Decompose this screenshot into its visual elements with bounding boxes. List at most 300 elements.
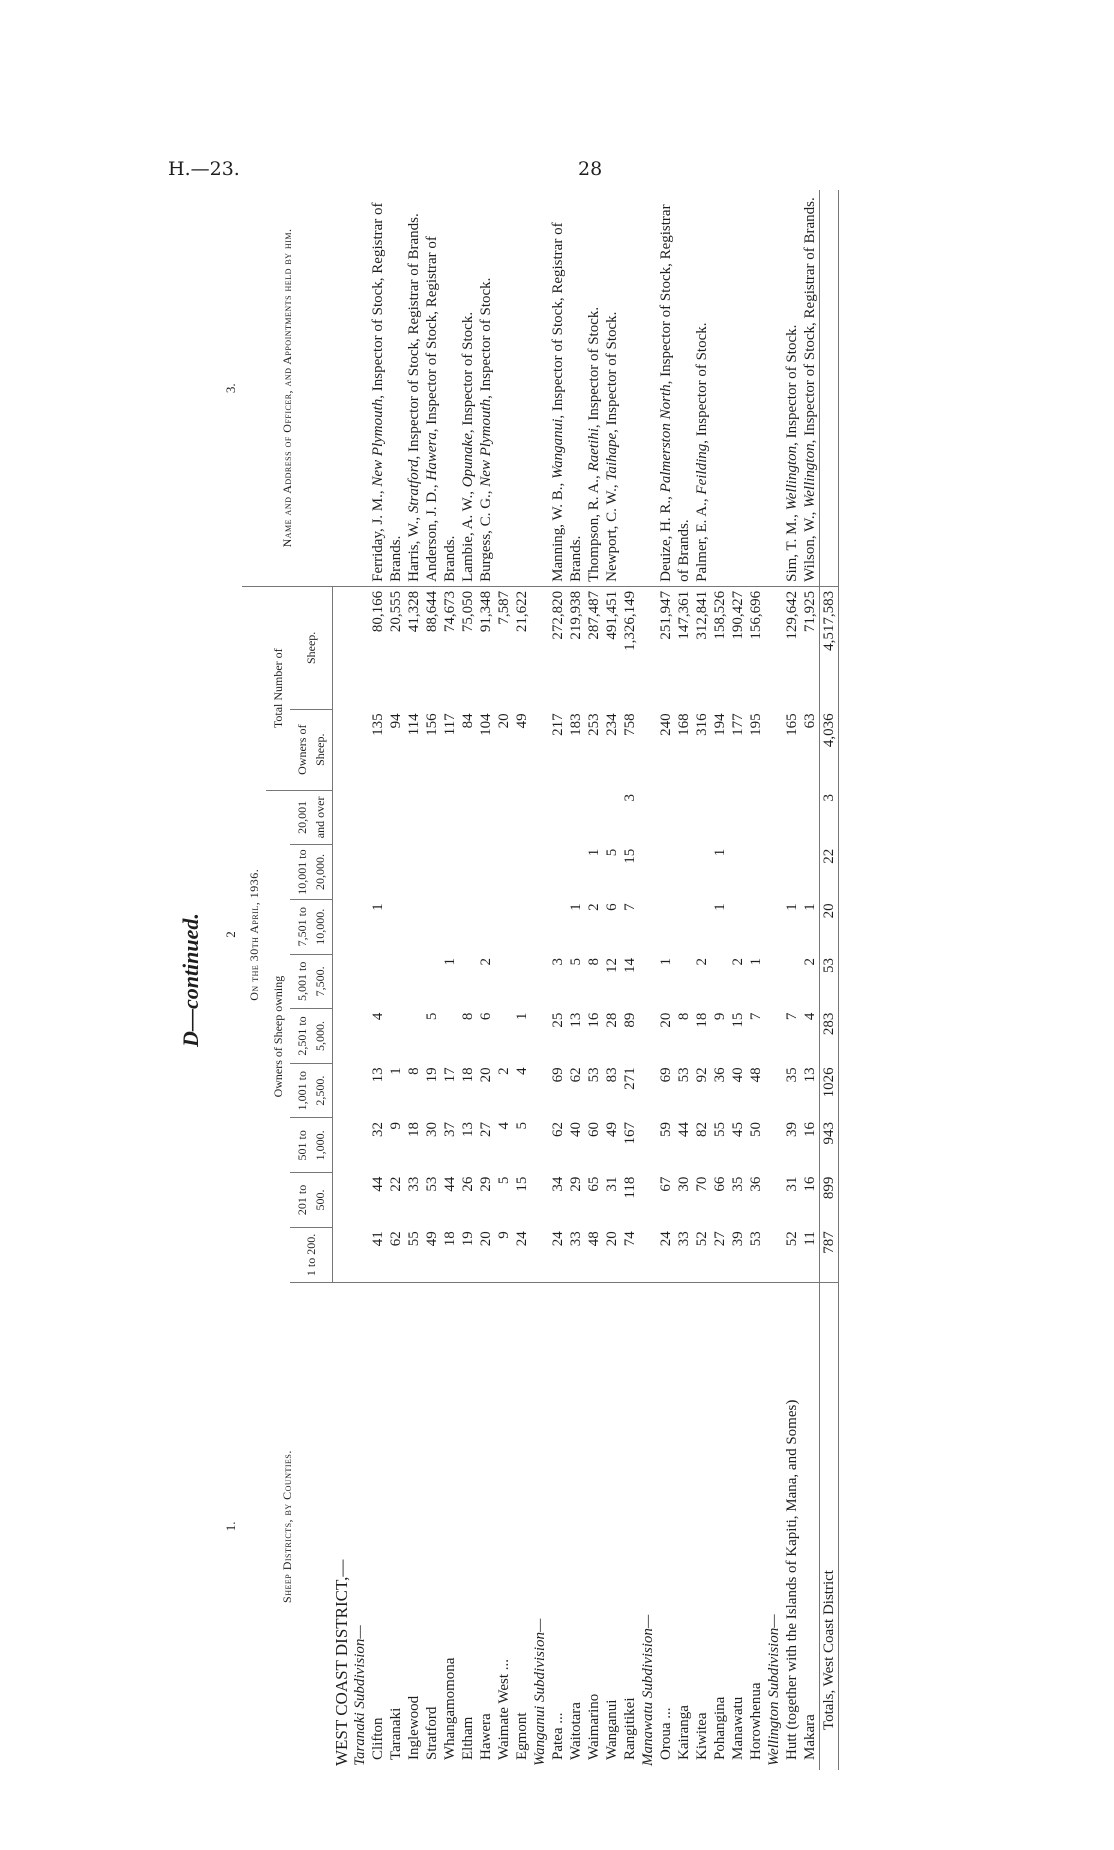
table-row xyxy=(657,190,675,1770)
owner-count-cell: 29 xyxy=(567,1176,584,1192)
owners-total-cell: 183 xyxy=(567,713,584,736)
officer-entry xyxy=(585,194,603,582)
owner-count-cell: 20 xyxy=(603,1231,620,1247)
sheep-total-cell: 287,487 xyxy=(585,586,603,709)
owner-count-cell: 36 xyxy=(747,1176,764,1192)
owner-count-cell: 55 xyxy=(405,1231,422,1247)
owners-total-cell: 20 xyxy=(495,713,512,729)
owners-total-cell: 135 xyxy=(369,713,386,736)
county-name: Hutt (together with the Islands of Kapiti, Mana, and Somes) xyxy=(783,1283,801,1770)
owner-count-cell xyxy=(747,790,765,845)
owner-count-cell: 44 xyxy=(441,1176,458,1192)
owner-count-cell: 6 xyxy=(477,1012,494,1021)
subdivision-name: Manawatu Subdivision— xyxy=(639,1283,657,1770)
county-name: Waimarino xyxy=(585,1283,603,1770)
officer-name: Anderson, J. D., xyxy=(423,480,440,582)
officer-cell xyxy=(783,190,820,586)
owner-count-cell: 3 xyxy=(549,958,566,966)
officer-name: Ferriday, J. M., xyxy=(369,486,386,582)
owner-count-cell xyxy=(693,899,711,954)
owner-count-cell: 1 xyxy=(801,903,818,911)
district-name: WEST COAST DISTRICT,— xyxy=(333,1283,351,1770)
county-name: Waimate West ... xyxy=(495,1283,513,1770)
rotated-table-page xyxy=(170,190,990,1770)
document-code: H.—23. xyxy=(168,158,240,180)
county-name: Whangamomona xyxy=(441,1283,459,1770)
table-row xyxy=(549,190,567,1770)
owner-count-cell: 30 xyxy=(675,1176,692,1192)
sheep-total-cell: 156,696 xyxy=(747,586,765,709)
owner-count-cell: 33 xyxy=(405,1176,422,1192)
range-header: 5,001 to 7,500. xyxy=(290,954,333,1009)
county-name: Horowhenua xyxy=(747,1283,765,1770)
owners-of-sheep-header: Owners of Sheep. xyxy=(290,709,333,790)
owners-total-cell: 117 xyxy=(441,713,458,736)
officer-name: Harris, W., xyxy=(405,513,422,582)
sheep-total-cell: 71,925 xyxy=(801,586,820,709)
owner-count-cell: 11 xyxy=(801,1231,818,1246)
owner-count-cell xyxy=(675,790,693,845)
owner-count-cell xyxy=(513,845,531,900)
owner-count-cell: 92 xyxy=(693,1067,710,1083)
officer-role: , Inspector of Stock. xyxy=(477,277,494,399)
county-name: Rangitikei xyxy=(621,1283,639,1770)
owner-count-cell xyxy=(495,790,513,845)
owner-count-cell: 2 xyxy=(693,958,710,966)
officer-place: Opunake xyxy=(459,433,476,488)
owner-count-cell: 27 xyxy=(477,1121,494,1137)
range-header: 1 to 200. xyxy=(290,1227,333,1282)
owner-count-cell: 27 xyxy=(711,1231,728,1247)
subdivision-name: Wellington Subdivision— xyxy=(765,1283,783,1770)
owner-count-cell: 55 xyxy=(711,1121,728,1137)
owner-count-cell xyxy=(657,899,675,954)
owner-count-cell xyxy=(783,790,801,845)
subdivision-row xyxy=(531,190,549,1770)
county-name: Hawera xyxy=(477,1283,495,1770)
officer-role: , Inspector of Stock, Registrar of Brands. xyxy=(369,202,404,582)
officer-role: , Inspector of Stock, Registrar of Brands. xyxy=(549,222,584,582)
owner-count-cell: 22 xyxy=(819,845,838,900)
owner-count-cell xyxy=(693,790,711,845)
sheep-total-cell: 272,820 xyxy=(549,586,567,709)
owner-count-cell: 2 xyxy=(801,958,818,966)
subdivision-row xyxy=(639,190,657,1770)
owners-total-cell: 253 xyxy=(585,713,602,736)
owner-count-cell xyxy=(369,845,387,900)
table-body xyxy=(333,190,839,1770)
table-row xyxy=(369,190,387,1770)
totals-row xyxy=(819,190,838,1770)
owner-count-cell: 48 xyxy=(585,1231,602,1247)
owner-count-cell xyxy=(387,899,405,954)
officer-place: Raetihi xyxy=(585,428,602,472)
sheep-total-cell: 80,166 xyxy=(369,586,387,709)
owner-count-cell: 1 xyxy=(657,958,674,966)
owner-count-cell: 53 xyxy=(423,1176,440,1192)
sheep-total-cell: 20,555 xyxy=(387,586,405,709)
owner-count-cell: 69 xyxy=(549,1067,566,1083)
officer-place: Feilding xyxy=(693,443,710,495)
range-header: 501 to 1,000. xyxy=(290,1118,333,1173)
owner-count-cell xyxy=(495,899,513,954)
sheep-total-cell: 21,622 xyxy=(513,586,531,709)
officer-entry xyxy=(369,194,405,582)
owner-count-cell: 15 xyxy=(621,848,638,864)
owner-count-cell: 83 xyxy=(603,1067,620,1083)
sheep-total-cell: 251,947 xyxy=(657,586,675,709)
officer-name: Palmer, E. A., xyxy=(693,494,710,582)
owner-count-cell xyxy=(405,790,423,845)
owner-count-cell: 67 xyxy=(657,1176,674,1192)
owner-count-cell xyxy=(783,954,801,1009)
owner-count-cell: 33 xyxy=(675,1231,692,1247)
owner-count-cell xyxy=(657,790,675,845)
owner-count-cell: 1 xyxy=(585,848,602,857)
county-name: Oroua ... xyxy=(657,1283,675,1770)
owner-count-cell: 31 xyxy=(783,1176,800,1192)
owner-count-cell: 53 xyxy=(747,1231,764,1247)
officer-cell xyxy=(657,190,765,586)
county-name: Wanganui xyxy=(603,1283,621,1770)
sheep-total-cell: 491,451 xyxy=(603,586,621,709)
owners-group-header: Owners of Sheep owning xyxy=(271,975,285,1098)
owner-count-cell xyxy=(459,954,477,1009)
owners-total-cell: 94 xyxy=(387,713,404,729)
owner-count-cell: 5 xyxy=(495,1176,512,1185)
owners-total-cell: 4,036 xyxy=(819,709,838,790)
owners-total-cell: 168 xyxy=(675,713,692,736)
owner-count-cell xyxy=(513,954,531,1009)
sheep-total-cell: 4,517,583 xyxy=(819,586,838,709)
owner-count-cell: 20 xyxy=(477,1067,494,1083)
owner-count-cell: 34 xyxy=(549,1176,566,1192)
owner-count-cell: 12 xyxy=(603,958,620,974)
owner-count-cell: 6 xyxy=(603,903,620,911)
owner-count-cell: 899 xyxy=(819,1173,838,1228)
owner-count-cell xyxy=(711,790,729,845)
owner-count-cell: 14 xyxy=(621,958,638,974)
owner-count-cell xyxy=(675,845,693,900)
owner-count-cell: 13 xyxy=(459,1121,476,1137)
county-name: Pohangina xyxy=(711,1283,729,1770)
owner-count-cell xyxy=(477,899,495,954)
officer-place: Wanganui xyxy=(549,418,566,479)
sheep-total-cell: 129,642 xyxy=(783,586,801,709)
sheep-total-cell: 88,644 xyxy=(423,586,441,709)
officer-role: , Inspector of Stock. xyxy=(693,322,710,444)
owner-count-cell: 271 xyxy=(621,1067,638,1090)
owner-count-cell: 29 xyxy=(477,1176,494,1192)
subdivision-row xyxy=(765,190,783,1770)
owner-count-cell: 37 xyxy=(441,1121,458,1137)
county-name: Egmont xyxy=(513,1283,531,1770)
sheep-total-cell: 91,348 xyxy=(477,586,495,709)
owner-count-cell: 787 xyxy=(819,1227,838,1282)
owner-count-cell xyxy=(423,845,441,900)
sheep-total-cell: 219,938 xyxy=(567,586,585,709)
owner-count-cell: 4 xyxy=(513,1067,530,1075)
page-number: 28 xyxy=(578,158,603,180)
officer-entry xyxy=(459,194,477,582)
owner-count-cell: 7 xyxy=(747,1012,764,1021)
officer-place: Stratford xyxy=(405,459,422,514)
owner-count-cell xyxy=(711,954,729,1009)
owner-count-cell: 20 xyxy=(657,1012,674,1028)
owner-count-cell xyxy=(675,954,693,1009)
owner-count-cell: 3 xyxy=(621,794,638,802)
owner-count-cell: 2 xyxy=(729,958,746,966)
owner-count-cell: 2 xyxy=(495,1067,512,1075)
owner-count-cell: 53 xyxy=(819,954,838,1009)
county-name: Kiwitea xyxy=(693,1283,711,1770)
owner-count-cell: 8 xyxy=(585,958,602,966)
total-group-header: Total Number of xyxy=(266,586,290,790)
owner-count-cell xyxy=(387,954,405,1009)
range-header: 2,501 to 5,000. xyxy=(290,1009,333,1064)
owner-count-cell xyxy=(603,790,621,845)
officer-place: Hawera xyxy=(423,432,440,481)
owner-count-cell xyxy=(567,790,585,845)
owners-total-cell: 194 xyxy=(711,713,728,736)
owner-count-cell xyxy=(729,899,747,954)
owners-total-cell: 63 xyxy=(801,713,818,729)
owner-count-cell: 9 xyxy=(495,1231,512,1239)
owner-count-cell: 35 xyxy=(729,1176,746,1192)
owner-count-cell: 2 xyxy=(477,958,494,966)
owners-total-cell: 114 xyxy=(405,713,422,736)
owner-count-cell xyxy=(441,790,459,845)
owner-count-cell xyxy=(423,954,441,1009)
owner-count-cell: 19 xyxy=(459,1231,476,1247)
owner-count-cell xyxy=(729,790,747,845)
owner-count-cell: 16 xyxy=(801,1121,818,1137)
owner-count-cell: 13 xyxy=(801,1067,818,1083)
owner-count-cell: 1026 xyxy=(819,1063,838,1118)
sheep-total-cell: 312,841 xyxy=(693,586,711,709)
owner-count-cell xyxy=(513,790,531,845)
owner-count-cell xyxy=(441,1009,459,1064)
officer-name: Thompson, R. A., xyxy=(585,471,602,582)
owner-count-cell: 65 xyxy=(585,1176,602,1192)
owner-count-cell: 7 xyxy=(783,1012,800,1021)
owner-count-cell: 13 xyxy=(369,1067,386,1083)
sheep-total-cell: 41,328 xyxy=(405,586,423,709)
owner-count-cell xyxy=(675,899,693,954)
col3-header: Name and Address of Officer, and Appointments held by him. xyxy=(242,190,333,586)
sheep-total-cell: 190,427 xyxy=(729,586,747,709)
owner-count-cell: 1 xyxy=(567,903,584,911)
owner-count-cell: 62 xyxy=(549,1121,566,1137)
owner-count-cell: 4 xyxy=(495,1121,512,1130)
owners-total-cell: 104 xyxy=(477,713,494,736)
officer-place: Wellington xyxy=(783,445,800,511)
owner-count-cell xyxy=(423,790,441,845)
officer-cell xyxy=(549,190,639,586)
owner-count-cell: 8 xyxy=(675,1012,692,1021)
owner-count-cell: 49 xyxy=(603,1121,620,1137)
owner-count-cell: 89 xyxy=(621,1012,638,1028)
owner-count-cell xyxy=(801,790,820,845)
owner-count-cell: 13 xyxy=(567,1012,584,1028)
owner-count-cell: 44 xyxy=(675,1121,692,1137)
owner-count-cell xyxy=(441,899,459,954)
owner-count-cell: 39 xyxy=(729,1231,746,1247)
owner-count-cell: 35 xyxy=(783,1067,800,1083)
owners-total-cell: 234 xyxy=(603,713,620,736)
owner-count-cell: 1 xyxy=(783,903,800,911)
owner-count-cell: 70 xyxy=(693,1176,710,1192)
owners-total-cell: 165 xyxy=(783,713,800,736)
owner-count-cell: 167 xyxy=(621,1121,638,1145)
owner-count-cell: 41 xyxy=(369,1231,386,1247)
owner-count-cell xyxy=(657,845,675,900)
owner-count-cell: 40 xyxy=(729,1067,746,1083)
owner-count-cell: 26 xyxy=(459,1176,476,1192)
owner-count-cell: 118 xyxy=(621,1176,638,1199)
owner-count-cell xyxy=(513,899,531,954)
officer-name: Newport, C. W., xyxy=(603,480,620,582)
owners-total-cell: 84 xyxy=(459,713,476,729)
sheep-total-cell: 1,326,149 xyxy=(621,586,639,709)
owner-count-cell: 74 xyxy=(621,1231,638,1247)
owner-count-cell: 62 xyxy=(387,1231,404,1247)
sheep-owners-table xyxy=(220,190,839,1770)
officer-role: , Inspector of Stock, Registrar of Brands. xyxy=(801,197,818,444)
owner-count-cell: 53 xyxy=(675,1067,692,1083)
owner-count-cell: 22 xyxy=(387,1176,404,1192)
owner-count-cell xyxy=(729,845,747,900)
officer-entry xyxy=(477,194,495,582)
owner-count-cell: 1 xyxy=(387,1067,404,1075)
owner-count-cell xyxy=(801,845,820,900)
owner-count-cell: 2 xyxy=(585,903,602,911)
owner-count-cell: 4 xyxy=(801,1012,818,1021)
owner-count-cell xyxy=(405,954,423,1009)
owners-total-cell: 240 xyxy=(657,713,674,736)
owners-total-cell: 156 xyxy=(423,713,440,736)
officer-name: Lambie, A. W., xyxy=(459,487,476,582)
owner-count-cell: 31 xyxy=(603,1176,620,1192)
owner-count-cell: 52 xyxy=(693,1231,710,1247)
officer-entry xyxy=(423,194,459,582)
officer-role: , Inspector of Stock, Registrar of Brands. xyxy=(405,213,422,460)
owner-count-cell: 39 xyxy=(783,1121,800,1137)
owners-total-cell: 49 xyxy=(513,713,530,729)
officer-name: Burgess, C. G., xyxy=(477,486,494,582)
owner-count-cell: 4 xyxy=(369,1012,386,1021)
owner-count-cell xyxy=(549,845,567,900)
officer-entry xyxy=(801,194,819,582)
range-header: 7,501 to 10,000. xyxy=(290,899,333,954)
col1-number: 1. xyxy=(223,1521,238,1532)
county-name: Taranaki xyxy=(387,1283,405,1770)
owner-count-cell: 60 xyxy=(585,1121,602,1137)
officer-role: , Inspector of Stock. xyxy=(603,311,620,433)
owner-count-cell: 5 xyxy=(423,1012,440,1021)
officer-entry xyxy=(783,194,801,582)
owner-count-cell: 1 xyxy=(513,1012,530,1021)
owner-count-cell xyxy=(477,790,495,845)
owner-count-cell xyxy=(387,790,405,845)
officer-role: , Inspector of Stock, Registrar of Brands. xyxy=(657,204,692,582)
owner-count-cell: 18 xyxy=(441,1231,458,1247)
owner-count-cell xyxy=(405,1009,423,1064)
county-name: Stratford xyxy=(423,1283,441,1770)
owner-count-cell: 69 xyxy=(657,1067,674,1083)
owner-count-cell xyxy=(477,845,495,900)
owner-count-cell: 24 xyxy=(513,1231,530,1247)
officer-name: Deuize, H. R., xyxy=(657,492,674,582)
owner-count-cell: 943 xyxy=(819,1118,838,1173)
owner-count-cell xyxy=(495,1009,513,1064)
owner-count-cell xyxy=(747,845,765,900)
owner-count-cell: 5 xyxy=(603,848,620,857)
col2-header: On the 30th April, 1936. xyxy=(247,868,261,1001)
owner-count-cell: 40 xyxy=(567,1121,584,1137)
totals-label: Totals, West Coast District xyxy=(819,1283,838,1770)
range-header: 10,001 to 20,000. xyxy=(290,845,333,900)
county-name: Patea ... xyxy=(549,1283,567,1770)
county-name: Clifton xyxy=(369,1283,387,1770)
owner-count-cell xyxy=(459,899,477,954)
owner-count-cell: 17 xyxy=(441,1067,458,1083)
owner-count-cell: 25 xyxy=(549,1012,566,1028)
owner-count-cell: 33 xyxy=(567,1231,584,1247)
owner-count-cell: 1 xyxy=(711,848,728,857)
owner-count-cell: 1 xyxy=(441,958,458,966)
county-name: Makara xyxy=(801,1283,820,1770)
sheep-total-cell: 7,587 xyxy=(495,586,513,709)
owner-count-cell: 5 xyxy=(567,958,584,966)
owner-count-cell: 9 xyxy=(711,1012,728,1021)
owner-count-cell: 48 xyxy=(747,1067,764,1083)
owner-count-cell: 59 xyxy=(657,1121,674,1137)
col3-number: 3. xyxy=(223,383,238,394)
owner-count-cell: 20 xyxy=(477,1231,494,1247)
officer-name: Wilson, W., xyxy=(801,507,818,582)
owner-count-cell: 28 xyxy=(603,1012,620,1028)
owner-count-cell: 15 xyxy=(729,1012,746,1028)
owner-count-cell: 9 xyxy=(387,1121,404,1130)
owner-count-cell: 18 xyxy=(405,1121,422,1137)
owner-count-cell: 15 xyxy=(513,1176,530,1192)
officer-place: New Plymouth xyxy=(369,398,386,487)
owner-count-cell: 19 xyxy=(423,1067,440,1083)
owner-count-cell: 1 xyxy=(711,903,728,911)
owner-count-cell xyxy=(693,845,711,900)
owner-count-cell: 16 xyxy=(801,1176,818,1192)
owners-total-cell: 195 xyxy=(747,713,764,736)
owner-count-cell xyxy=(549,790,567,845)
owner-count-cell: 7 xyxy=(621,903,638,911)
officer-cell xyxy=(369,190,531,586)
owner-count-cell: 24 xyxy=(549,1231,566,1247)
owners-total-cell: 758 xyxy=(621,713,638,736)
owner-count-cell xyxy=(441,845,459,900)
county-name: Eltham xyxy=(459,1283,477,1770)
owner-count-cell: 8 xyxy=(405,1067,422,1075)
officer-role: , Inspector of Stock. xyxy=(783,324,800,446)
officer-role: , Inspector of Stock. xyxy=(585,306,602,429)
owner-count-cell: 32 xyxy=(369,1121,386,1137)
subdivision-name: Taranaki Subdivision— xyxy=(351,1283,369,1770)
owner-count-cell: 18 xyxy=(459,1067,476,1083)
officer-entry xyxy=(549,194,585,582)
officer-entry xyxy=(603,194,621,582)
officer-place: New Plymouth xyxy=(477,398,494,487)
owner-count-cell: 52 xyxy=(783,1231,800,1247)
